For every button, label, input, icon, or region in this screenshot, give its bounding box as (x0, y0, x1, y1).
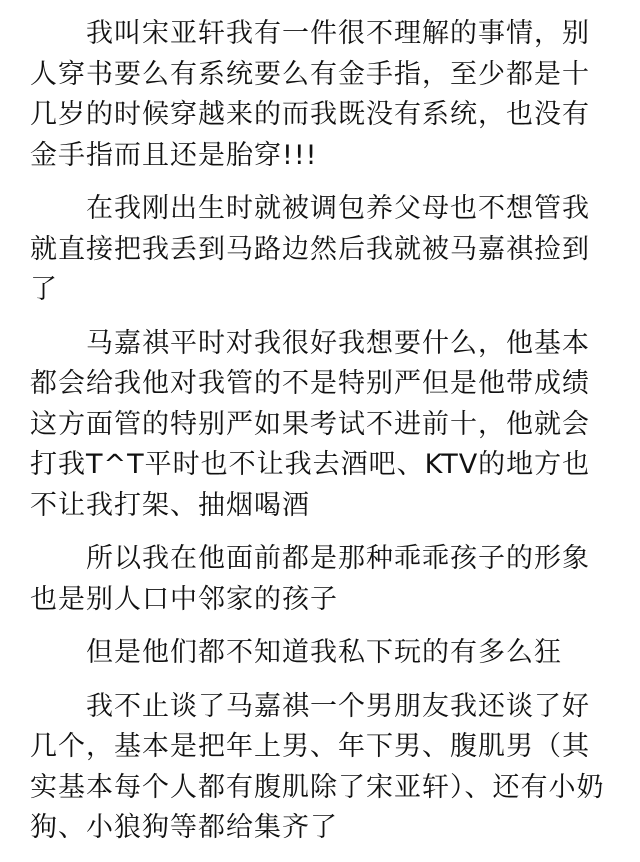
paragraph-2: 在我刚出生时就被调包养父母也不想管我就直接把我丢到马路边然后我就被马嘉祺捡到了 (30, 193, 590, 305)
paragraph-5: 但是他们都不知道我私下玩的有多么狂 (86, 637, 562, 668)
paragraph-6: 我不止谈了马嘉祺一个男朋友我还谈了好几个，基本是把年上男、年下男、腹肌男（其实基本每个人都有腹肌除了宋亚轩）、还有小奶狗、小狼狗等都给集齐了 (30, 690, 605, 843)
document-body (30, 14, 615, 862)
paragraph-4: 所以我在他面前都是那种乖乖孩子的形象也是别人口中邻家的孩子 (30, 543, 590, 615)
paragraph-1: 我叫宋亚轩我有一件很不理解的事情，别人穿书要么有系统要么有金手指，至少都是十几岁的时候穿越来的而我既没有系统，也没有金手指而且还是胎穿!!! (30, 18, 590, 171)
paragraph-3: 马嘉祺平时对我很好我想要什么，他基本都会给我他对我管的不是特别严但是他带成绩这方面管的特别严如果考试不进前十，他就会打我T^T平时也不让我去酒吧、KTV的地方也不让我打架、抽烟喝酒 (30, 327, 591, 521)
